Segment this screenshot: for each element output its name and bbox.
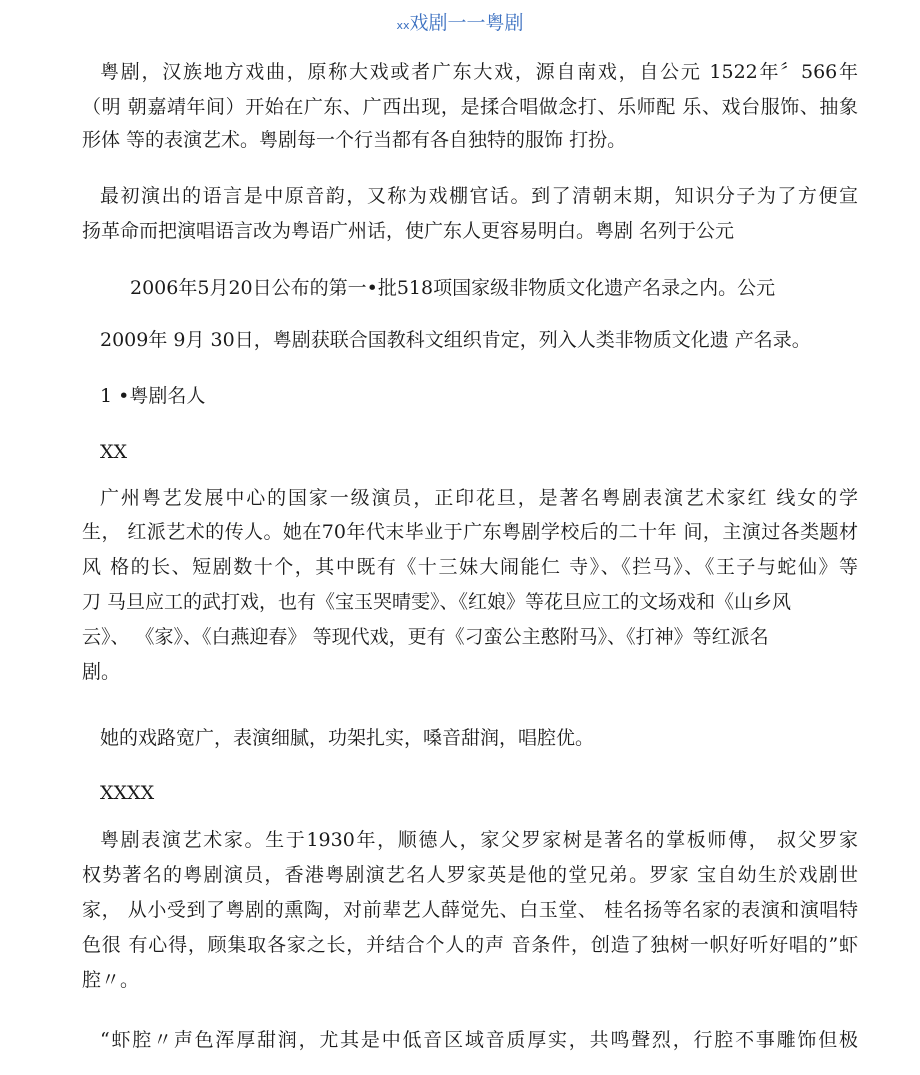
paragraph-line: 粤剧表演艺术家。生于1930年，顺德人，家父罗家树是著名的掌板师傅， 叔父罗家 xyxy=(100,829,858,851)
paragraph-line: 云》、 《家》、《白燕迎春》 等现代戏，更有《刁蛮公主憨附马》、《打神》等红派名 xyxy=(82,626,769,648)
paragraph-line: （明 朝嘉靖年间）开始在广东、广西出现，是揉合唱做念打、乐师配 乐、戏台服饰、抽象 xyxy=(82,96,858,118)
section-heading: 1 •粤剧名人 xyxy=(100,385,206,407)
paragraph-line: 扬革命而把演唱语言改为粤语广州话，使广东人更容易明白。粤剧 名列于公元 xyxy=(82,220,735,242)
paragraph-line: 2009年 9月 30日，粤剧获联合国教科文组织肯定，列入人类非物质文化遗 产名录。 xyxy=(100,329,811,351)
document-title: xx戏剧一一粤剧 xyxy=(396,12,524,34)
paragraph-line: 剧。 xyxy=(82,661,121,683)
paragraph-line: 广州粤艺发展中心的国家一级演员，正印花旦，是著名粤剧表演艺术家红 线女的学 xyxy=(100,487,858,509)
paragraph-line: 她的戏路宽广，表演细腻，功架扎实，嗓音甜润，唱腔优。 xyxy=(100,727,595,749)
paragraph-line: 2006年5月20日公布的第一•批518项国家级非物质文化遗产名录之内。公元 xyxy=(130,277,776,299)
paragraph-line: 腔〃。 xyxy=(82,969,140,991)
paragraph-line: 生， 红派艺术的传人。她在70年代末毕业于广东粤剧学校后的二十年 间，主演过各类题材 xyxy=(82,521,858,543)
paragraph-line: “虾腔〃声色浑厚甜润，尤其是中低音区域音质厚实，共鸣聲烈，行腔不事雕饰但极 xyxy=(100,1029,858,1051)
paragraph-line: 形体 等的表演艺术。粤剧每一个行当都有各自独特的服饰 打扮。 xyxy=(82,129,627,151)
paragraph-line: 刀 马旦应工的武打戏，也有《宝玉哭晴雯》、《红娘》等花旦应工的文场戏和《山乡风 xyxy=(82,591,792,613)
paragraph-line: 粤剧，汉族地方戏曲，原称大戏或者广东大戏，源自南戏，自公元 1522年〞566年 xyxy=(100,61,858,83)
paragraph-line: 家， 从小受到了粤剧的熏陶，对前辈艺人薛觉先、白玉堂、 桂名扬等名家的表演和演唱特 xyxy=(82,899,858,921)
paragraph-line: 最初演出的语言是中原音韵，又称为戏棚官话。到了清朝末期，知识分子为了方便宣 xyxy=(100,185,858,207)
person-heading: XX xyxy=(100,441,128,463)
paragraph-line: 权势著名的粤剧演员，香港粤剧演艺名人罗家英是他的堂兄弟。罗家 宝自幼生於戏剧世 xyxy=(82,864,858,886)
paragraph-line: 风 格的长、短剧数十个，其中既有《十三妹大闹能仁 寺》、《拦马》、《王子与蛇仙》等 xyxy=(82,556,858,578)
paragraph-line: 色很 有心得，顾集取各家之长，并结合个人的声 音条件，创造了独树一帜好听好唱的”虾 xyxy=(82,934,858,956)
person-heading: XXXX xyxy=(100,782,155,804)
